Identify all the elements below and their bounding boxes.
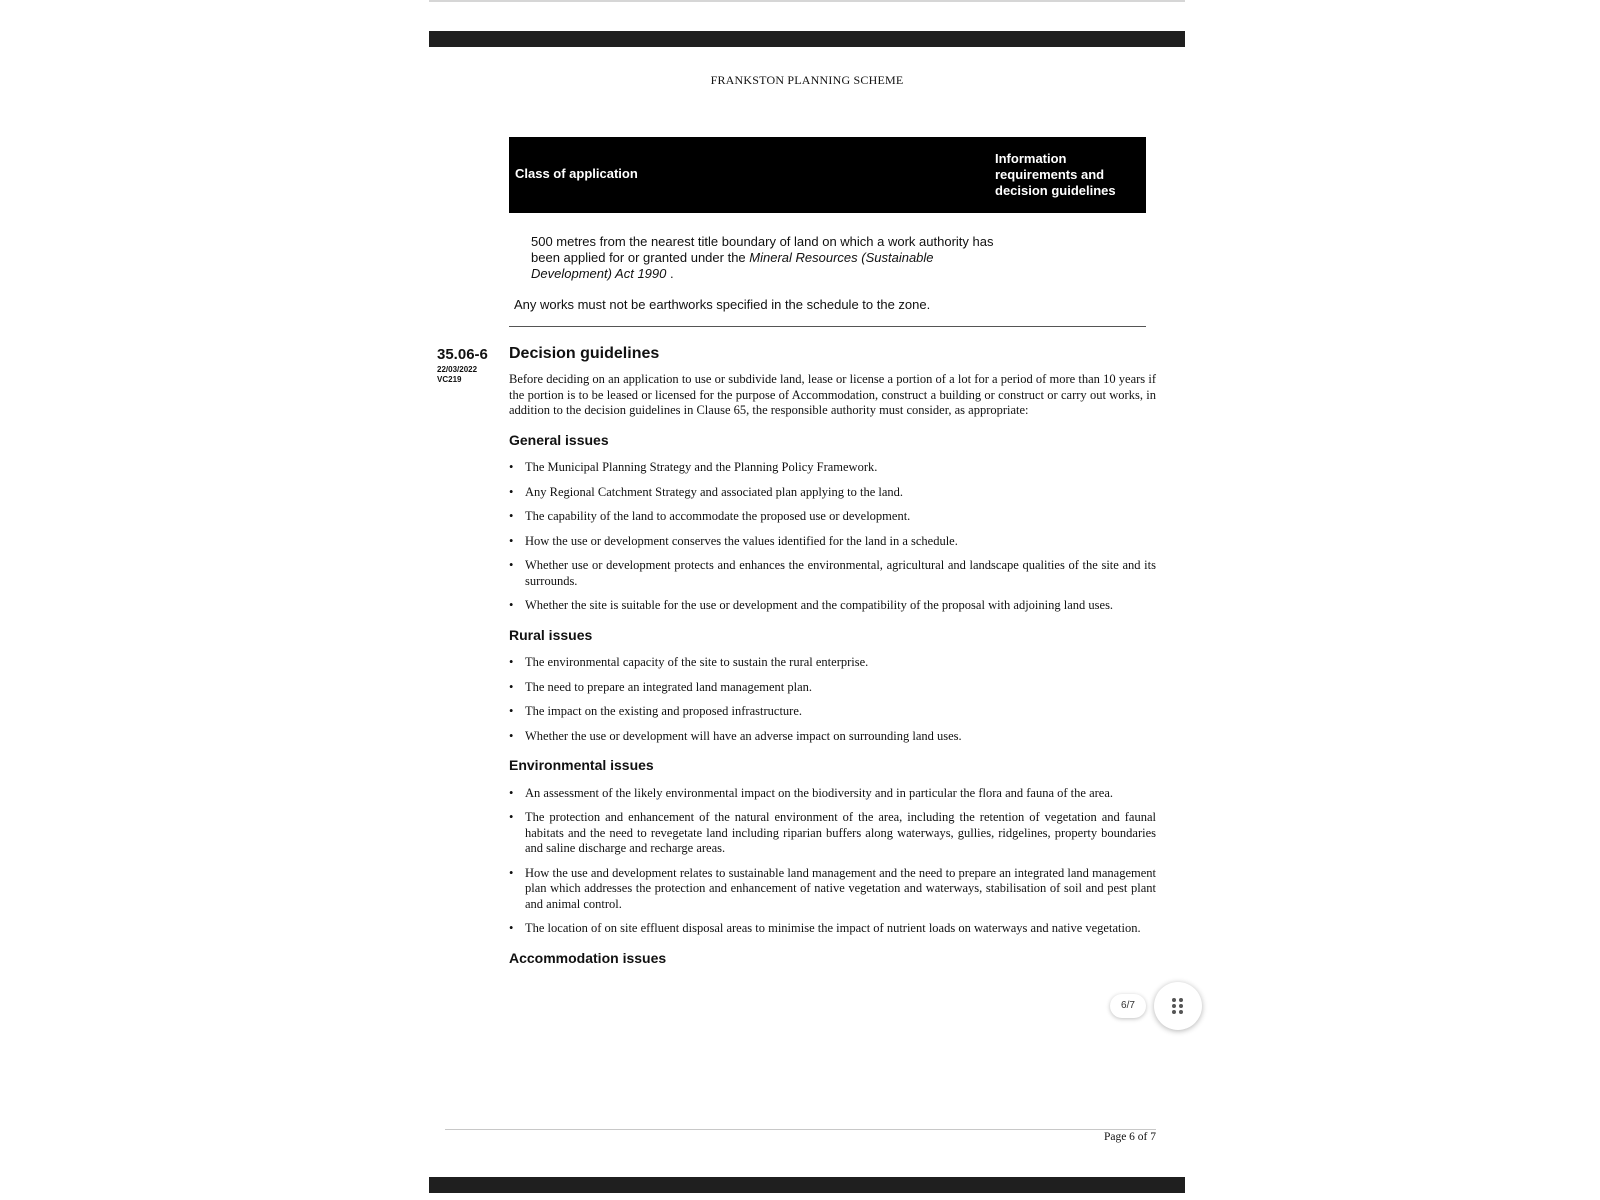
guideline-sections bbox=[509, 433, 1156, 967]
table-header-info: Information requirements and decision guidelines bbox=[995, 151, 1116, 198]
bullet-icon: • bbox=[509, 785, 514, 800]
section-heading: Environmental issues bbox=[509, 757, 654, 773]
list-item-text: An assessment of the likely environmental impact on the biodiversity and in particular the flora and fauna of the area. bbox=[525, 785, 1114, 800]
list-item-text: Whether the site is suitable for the use or development and the compatibility of the proposal with adjoining land uses. bbox=[525, 598, 1114, 612]
bullet-icon: • bbox=[509, 865, 514, 880]
bullet-icon: • bbox=[509, 921, 514, 935]
list-item bbox=[509, 598, 1156, 614]
document-header-title: FRANKSTON PLANNING SCHEME bbox=[710, 73, 904, 87]
list-item-text: The environmental capacity of the site to sustain the rural enterprise. bbox=[525, 655, 869, 669]
bullet-list bbox=[509, 460, 1156, 614]
clause-number: 35.06-6 bbox=[437, 346, 488, 363]
works-line: Any works must not be earthworks specified in the schedule to the zone. bbox=[514, 297, 931, 312]
list-item-text: How the use or development conserves the values identified for the land in a schedule. bbox=[525, 533, 958, 548]
footer-bar bbox=[429, 1177, 1185, 1193]
bullet-icon: • bbox=[509, 558, 514, 572]
list-item bbox=[509, 786, 1156, 802]
table-bottom-rule bbox=[509, 326, 1146, 327]
bullet-icon: • bbox=[509, 484, 514, 499]
bullet-icon: • bbox=[509, 509, 514, 523]
list-item-text: The Municipal Planning Strategy and the Planning Policy Framework. bbox=[525, 460, 878, 474]
list-item-text: The impact on the existing and proposed infrastructure. bbox=[525, 704, 803, 718]
list-item bbox=[509, 509, 1156, 525]
list-item bbox=[509, 680, 1156, 696]
section-heading: General issues bbox=[509, 431, 609, 448]
bullet-icon: • bbox=[509, 728, 514, 743]
table-header bbox=[509, 137, 1146, 213]
list-item bbox=[509, 704, 1156, 720]
clause-date: 22/03/2022 bbox=[437, 365, 478, 374]
page-top-edge bbox=[429, 0, 1185, 2]
intro-paragraph: Before deciding on an application to use or subdivide land, lease or license a portion of a lot for a period of more than 10 years if the portion is to be leased or licensed for the purpose of Accommodation, construct a building or construct or carry out works, in addition to the decision guidelines in Clause 65, the responsible authority must consider, as appropriate: bbox=[509, 372, 1156, 417]
footer-rule bbox=[445, 1129, 1156, 1130]
bullet-icon: • bbox=[509, 533, 514, 548]
list-item bbox=[509, 866, 1156, 913]
clause-vc: VC219 bbox=[437, 375, 462, 384]
list-item bbox=[509, 558, 1156, 589]
list-item bbox=[509, 729, 1156, 745]
list-item-text: The capability of the land to accommodate the proposed use or development. bbox=[525, 509, 911, 523]
bullet-icon: • bbox=[509, 810, 514, 824]
table-continuation-text bbox=[531, 234, 1001, 282]
list-item bbox=[509, 921, 1156, 937]
viewer-background bbox=[1185, 0, 1600, 1200]
list-item bbox=[509, 485, 1156, 501]
list-item-text: How the use and development relates to sustainable land management and the need to prepare an integrated land management plan which addresses the protection and enhancement of native vegetation and waterways, stabilisation of soil and pest plant and animal control. bbox=[525, 865, 1156, 911]
section-heading: Accommodation issues bbox=[509, 949, 667, 966]
page-footer: Page 6 of 7 bbox=[1103, 1131, 1156, 1143]
list-item-text: The location of on site effluent disposal areas to minimise the impact of nutrient loads on waterways and native vegetation. bbox=[525, 921, 1141, 935]
list-item-text: Any Regional Catchment Strategy and associated plan applying to the land. bbox=[525, 484, 904, 499]
list-item bbox=[509, 655, 1156, 671]
viewer-menu-button[interactable] bbox=[1154, 982, 1202, 1030]
list-item-text: The need to prepare an integrated land management plan. bbox=[525, 679, 813, 694]
act-name: Mineral Resources (Sustainable Development) Act 1990 bbox=[531, 250, 934, 281]
list-item-text: Whether use or development protects and enhances the environmental, agricultural and landscape qualities of the site and its surrounds. bbox=[525, 558, 1156, 588]
table-header-class: Class of application bbox=[515, 166, 638, 181]
list-item bbox=[509, 810, 1156, 857]
bullet-list bbox=[509, 786, 1156, 937]
bullet-icon: • bbox=[509, 460, 514, 474]
section-heading: Rural issues bbox=[509, 626, 593, 643]
decision-guidelines-content bbox=[509, 372, 1156, 978]
list-item-text: The protection and enhancement of the natural environment of the area, including the retention of vegetation and faunal habitats and the need to revegetate land including riparian buffers along waterways, gullies, ridgelines, property boundaries and saline discharge and recharge areas. bbox=[525, 810, 1156, 855]
bullet-icon: • bbox=[509, 598, 514, 612]
list-item bbox=[509, 460, 1156, 476]
page-indicator[interactable]: 6/7 bbox=[1110, 994, 1146, 1018]
section-title: Decision guidelines bbox=[509, 345, 660, 362]
bullet-icon: • bbox=[509, 679, 514, 694]
continuation-text: 500 metres from the nearest title boundary of land on which a work authority has been applied for or granted under the bbox=[531, 234, 994, 265]
grip-dots-icon bbox=[1172, 998, 1184, 1014]
bullet-icon: • bbox=[509, 704, 514, 718]
continuation-end: . bbox=[666, 266, 674, 281]
list-item-text: Whether the use or development will have an adverse impact on surrounding land uses. bbox=[525, 728, 962, 743]
header-bar bbox=[429, 31, 1185, 47]
list-item bbox=[509, 534, 1156, 550]
bullet-icon: • bbox=[509, 655, 514, 669]
bullet-list bbox=[509, 655, 1156, 744]
